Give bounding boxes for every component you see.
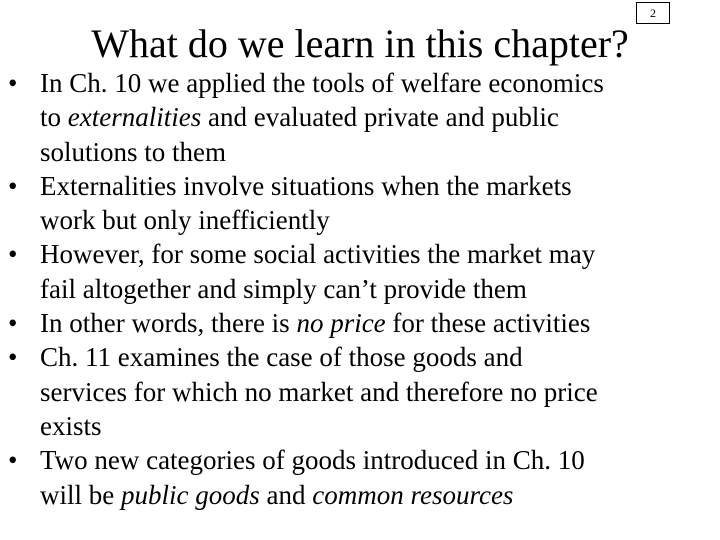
bullet-line bbox=[40, 237, 716, 271]
bullet-line bbox=[40, 169, 716, 203]
bullet-item bbox=[0, 340, 720, 443]
bullet-emphasis: public goods bbox=[121, 479, 260, 510]
bullet-dot-icon: • bbox=[8, 445, 18, 476]
bullet-text: exists bbox=[40, 410, 102, 441]
bullet-text: and bbox=[259, 479, 313, 510]
bullet-text: work but only inefficiently bbox=[40, 205, 330, 236]
bullet-item bbox=[0, 169, 720, 238]
bullet-dot-icon: • bbox=[8, 308, 18, 339]
bullet-line bbox=[40, 306, 716, 340]
bullet-list bbox=[0, 66, 720, 512]
page-number: 2 bbox=[636, 2, 670, 24]
bullet-emphasis: no price bbox=[296, 308, 386, 339]
bullet-line bbox=[40, 340, 716, 374]
bullet-text: for these activities bbox=[385, 308, 591, 339]
bullet-text: In Ch. 10 we applied the tools of welfare economics bbox=[40, 68, 604, 98]
slide-title: What do we learn in this chapter? bbox=[91, 21, 629, 66]
bullet-text: However, for some social activities the market may bbox=[40, 239, 596, 270]
bullet-item bbox=[0, 237, 720, 306]
bullet-line bbox=[40, 443, 716, 477]
bullet-dot-icon: • bbox=[8, 239, 18, 270]
bullet-emphasis: externalities bbox=[67, 102, 202, 133]
bullet-text: Externalities involve situations when the markets bbox=[40, 170, 572, 201]
bullet-dot-icon: • bbox=[8, 170, 18, 201]
bullet-text: In other words, there is bbox=[40, 308, 297, 339]
bullet-dot-icon: • bbox=[8, 342, 18, 373]
bullet-item bbox=[0, 66, 720, 169]
bullet-emphasis: common resources bbox=[312, 479, 514, 510]
bullet-text: and evaluated private and public bbox=[201, 102, 559, 133]
bullet-line bbox=[40, 272, 716, 306]
bullet-dot-icon: • bbox=[8, 68, 18, 98]
bullet-text: services for which no market and therefore no price bbox=[40, 376, 598, 407]
bullet-item bbox=[0, 443, 720, 512]
bullet-line bbox=[40, 66, 716, 100]
bullet-text: Ch. 11 examines the case of those goods and bbox=[40, 342, 523, 373]
bullet-text: Two new categories of goods introduced in Ch. 10 bbox=[40, 445, 585, 476]
bullet-text: to bbox=[40, 102, 68, 133]
bullet-text: will be bbox=[40, 479, 121, 510]
bullet-text: solutions to them bbox=[40, 136, 227, 167]
bullet-line bbox=[40, 409, 716, 443]
bullet-text: fail altogether and simply can’t provide them bbox=[40, 273, 527, 304]
bullet-line bbox=[40, 135, 716, 169]
bullet-item bbox=[0, 306, 720, 340]
bullet-line bbox=[40, 100, 716, 134]
bullet-line bbox=[40, 375, 716, 409]
bullet-line bbox=[40, 203, 716, 237]
bullet-line bbox=[40, 478, 716, 512]
